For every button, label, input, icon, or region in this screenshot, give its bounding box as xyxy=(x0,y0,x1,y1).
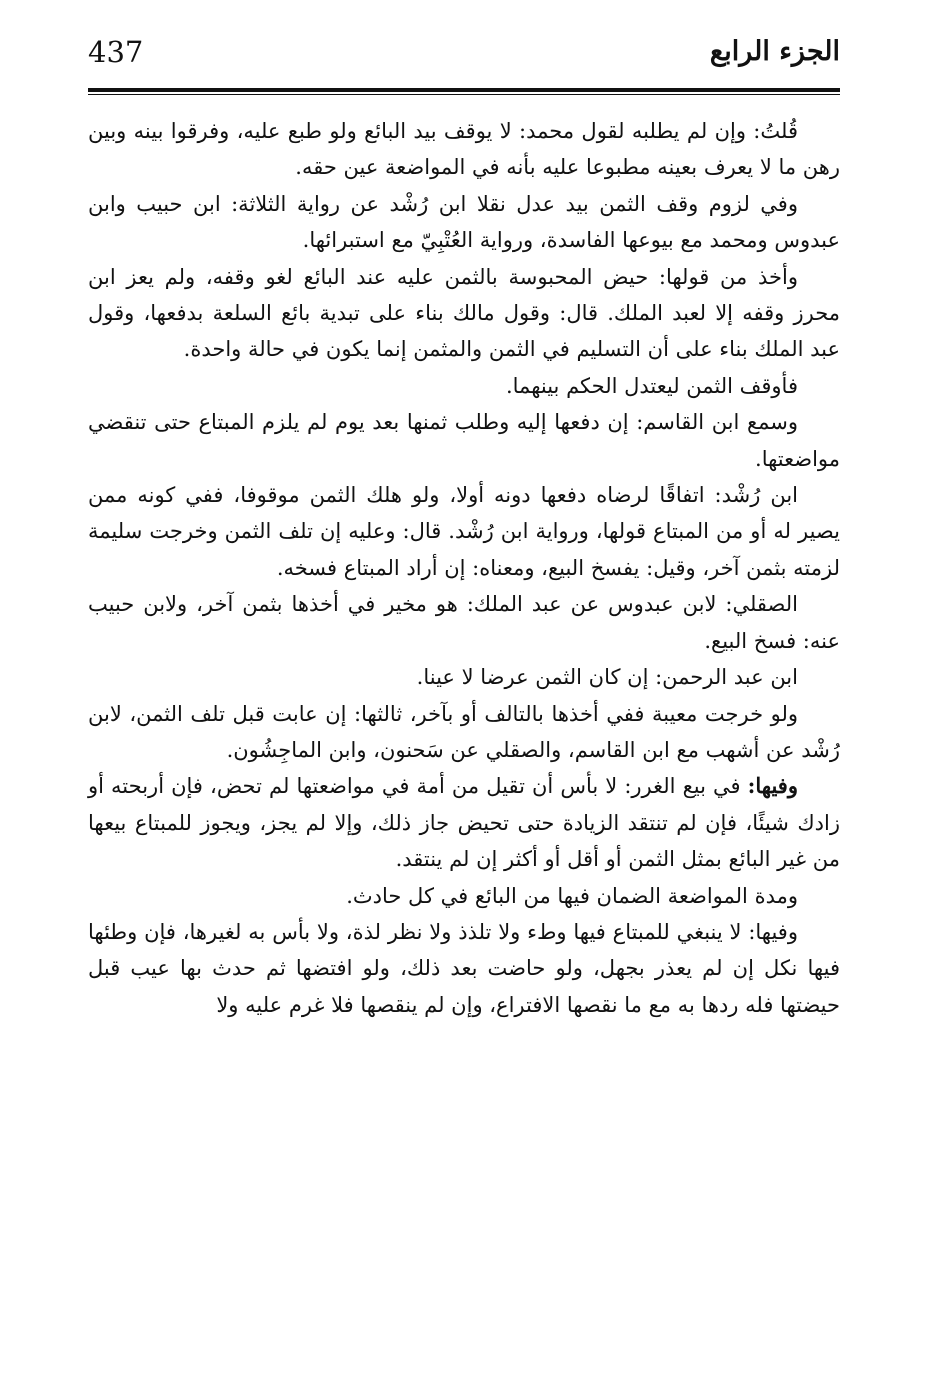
paragraph xyxy=(88,477,840,586)
paragraph-text: في بيع الغرر: لا بأس أن تقيل من أمة في مواضعتها لم تحض، فإن أربحته أو زادك شيئًا، فإن لم تنتقد الزيادة حتى تحيض جاز ذلك، وإلا لم يجز، ويجوز للمبتاع بيعها من غير البائع بمثل الثمن أو أقل أو أكثر إن لم ينتقد. xyxy=(88,774,840,872)
paragraph xyxy=(88,659,840,695)
paragraph-text: ومدة المواضعة الضمان فيها من البائع في كل حادث. xyxy=(346,883,798,908)
paragraph xyxy=(88,368,840,404)
paragraph-text: قُلتُ: وإن لم يطلبه لقول محمد: لا يوقف بيد البائع ولو طبع عليه، وفرقوا بينه وبين رهن ما لا يعرف بعينه مطبوعا عليه بأنه في المواضعة عين حقه. xyxy=(88,119,840,180)
paragraph-text: وفيها: لا ينبغي للمبتاع فيها وطء ولا تلذذ ولا نظر لذة، ولا بأس به لغيرها، فإن وطئها فيها نكل إن لم يعذر بجهل، ولو حاضت بعد ذلك، ولو افتضها ثم حدث بها عيب قبل حيضتها فله ردها به مع ما نقصها الافتراع، وإن لم ينقصها فلا غرم عليه ولا xyxy=(88,919,840,1017)
paragraph xyxy=(88,914,840,1023)
paragraph-text: ولو خرجت معيبة ففي أخذها بالتالف أو بآخر، ثالثها: إن عابت قبل تلف الثمن، لابن رُشْد عن أشهب مع ابن القاسم، والصقلي عن سَحنون، وابن الماجِشُون. xyxy=(88,701,840,762)
paragraph-text: وسمع ابن القاسم: إن دفعها إليه وطلب ثمنها بعد يوم لم يلزم المبتاع حتى تنقضي مواضعتها. xyxy=(88,410,840,471)
paragraph xyxy=(88,696,840,769)
body-text xyxy=(88,113,840,1023)
header-rule-thin xyxy=(88,94,840,95)
paragraph-text: ابن عبد الرحمن: إن كان الثمن عرضا لا عينا. xyxy=(416,665,798,690)
paragraph xyxy=(88,586,840,659)
page-number: 437 xyxy=(88,35,144,69)
page-header xyxy=(88,28,840,72)
paragraph xyxy=(88,878,840,914)
paragraph-text: وأخذ من قولها: حيض المحبوسة بالثمن عليه عند البائع لغو وقفه، ولم يعز ابن محرز وقفه إلا لعبد الملك. قال: وقول مالك بناء على تبدية بائع السلعة بدفعها، وقول عبد الملك بناء على أن التسليم في الثمن والمثمن إنما يكون في حالة واحدة. xyxy=(88,264,840,362)
paragraph-lead: وفيها: xyxy=(747,773,798,799)
paragraph-text: ابن رُشْد: اتفاقًا لرضاه دفعها دونه أولا، ولو هلك الثمن موقوفا، ففي كونه ممن يصير له أو من المبتاع قولها، ورواية ابن رُشْد. قال: وعليه إن تلف الثمن وخرجت سليمة لزمته بثمن آخر، وقيل: يفسخ البيع، ومعناه: إن أراد المبتاع فسخه. xyxy=(88,483,840,580)
paragraph xyxy=(88,113,840,186)
paragraph-text: فأوقف الثمن ليعتدل الحكم بينهما. xyxy=(505,373,798,398)
book-page xyxy=(88,28,840,1023)
paragraph-text: وفي لزوم وقف الثمن بيد عدل نقلا ابن رُشْد عن رواية الثلاثة: ابن حبيب وابن عبدوس ومحمد مع بيوعها الفاسدة، ورواية العُتْبِيّ مع استبرائها. xyxy=(88,191,840,253)
paragraph-text: الصقلي: لابن عبدوس عن عبد الملك: هو مخير في أخذها بثمن آخر، ولابن حبيب عنه: فسخ البيع. xyxy=(88,592,840,653)
paragraph xyxy=(88,259,840,368)
header-rule-thick xyxy=(88,88,840,92)
paragraph xyxy=(88,768,840,877)
running-title: الجزء الرابع xyxy=(709,36,840,67)
paragraph xyxy=(88,186,840,259)
paragraph xyxy=(88,404,840,477)
